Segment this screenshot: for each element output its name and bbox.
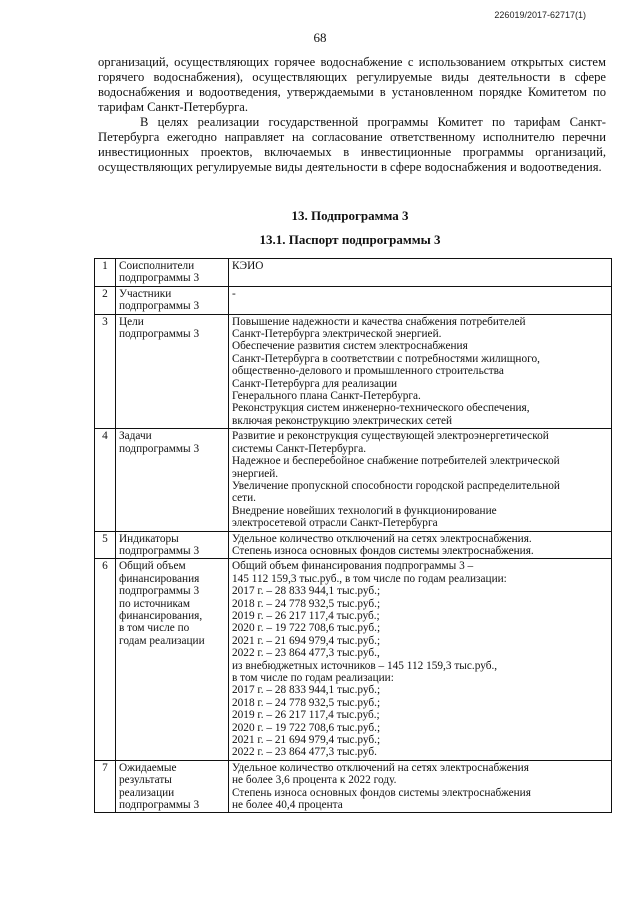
- row-label-line: Индикаторы: [119, 532, 179, 545]
- table-row: [95, 760, 612, 813]
- row-value-line: Общий объем финансирования подпрограммы 3 –: [232, 560, 474, 573]
- row-label-line: Соисполнители: [119, 260, 195, 272]
- row-value-line: 2020 г. – 19 722 708,6 тыс.руб.;: [232, 721, 381, 734]
- row-value-line: Санкт-Петербурга электрической энергией.: [232, 328, 442, 341]
- row-label-line: Общий объем: [119, 560, 186, 573]
- row-label-line: подпрограммы 3: [119, 328, 200, 341]
- row-value-line: Внедрение новейших технологий в функционирование: [232, 504, 497, 517]
- row-label-line: Цели: [119, 315, 144, 328]
- row-value-line: Развитие и реконструкция существующей электроэнергетической: [232, 430, 549, 443]
- row-label-line: по источникам: [119, 597, 190, 610]
- passport-heading: 13.1. Паспорт подпрограммы 3: [259, 232, 441, 247]
- table-row: [95, 314, 612, 429]
- row-label-line: годам реализации: [119, 634, 205, 647]
- intro-paragraph-1: организаций, осуществляющих горячее водоснабжение с использованием открытых систем горячего водоснабжения), осуществляющих регулируемые виды деятельности в сфере водоснабжения и водоотведения, утверждаемыми в установленном порядке Комитетом по тарифам Санкт-Петербурга.: [98, 55, 606, 114]
- row-value: [229, 429, 612, 531]
- row-value-line: Санкт-Петербурга в соответствии с потребностями жилищного,: [232, 352, 540, 365]
- page-number: 68: [313, 30, 327, 45]
- row-value-line: электросетевой отрасли Санкт-Петербурга: [232, 517, 438, 530]
- table-row: [95, 286, 612, 314]
- row-number: 4: [95, 429, 116, 531]
- row-value-line: Повышение надежности и качества снабжения потребителей: [232, 315, 526, 328]
- row-value-line: 145 112 159,3 тыс.руб., в том числе по годам реализации:: [232, 572, 507, 585]
- intro-text: [98, 55, 606, 175]
- row-value-line: общественно-делового и промышленного строительства: [232, 365, 504, 378]
- row-label-line: подпрограммы 3: [119, 799, 200, 812]
- row-value-line: Удельное количество отключений на сетях электроснабжения.: [232, 532, 532, 545]
- document-id: 226019/2017-62717(1): [494, 10, 586, 20]
- row-value-line: -: [232, 287, 236, 300]
- table-row: [95, 559, 612, 761]
- row-label: [116, 429, 229, 531]
- row-value-line: не более 40,4 процента: [232, 799, 343, 812]
- row-label: [116, 559, 229, 761]
- row-value-line: 2021 г. – 21 694 979,4 тыс.руб.;: [232, 734, 381, 747]
- row-value-line: энергией.: [232, 467, 279, 480]
- row-label-line: Участники: [119, 287, 172, 300]
- row-value-line: Санкт-Петербурга для реализации: [232, 377, 398, 390]
- row-number: 3: [95, 314, 116, 429]
- row-value-line: не более 3,6 процента к 2022 году.: [232, 774, 397, 787]
- row-value-line: из внебюджетных источников – 145 112 159,3 тыс.руб.,: [232, 659, 498, 672]
- row-value-line: системы Санкт-Петербурга.: [232, 442, 367, 455]
- row-value-line: Степень износа основных фондов системы электроснабжения.: [232, 544, 534, 557]
- row-value-line: Генерального плана Санкт-Петербурга.: [232, 390, 421, 403]
- row-label-line: подпрограммы 3: [119, 272, 200, 285]
- row-label-line: реализации: [119, 786, 175, 799]
- row-value-line: 2022 г. – 23 864 477,3 тыс.руб.,: [232, 647, 380, 660]
- row-number: 6: [95, 559, 116, 761]
- table-row: [95, 259, 612, 287]
- row-value-line: Удельное количество отключений на сетях электроснабжения: [232, 761, 529, 774]
- row-value-line: в том числе по годам реализации:: [232, 672, 394, 684]
- row-label: [116, 259, 229, 287]
- row-label-line: финансирования,: [119, 609, 203, 622]
- row-value: [229, 559, 612, 761]
- row-label-line: подпрограммы 3: [119, 544, 200, 557]
- row-label-line: подпрограммы 3: [119, 585, 200, 598]
- row-label: [116, 314, 229, 429]
- row-number: 5: [95, 531, 116, 559]
- row-value-line: Обеспечение развития систем электроснабжения: [232, 340, 468, 353]
- row-number: 1: [95, 259, 116, 287]
- row-value: [229, 760, 612, 813]
- row-value-line: 2019 г. – 26 217 117,4 тыс.руб.;: [232, 709, 380, 722]
- row-value-line: сети.: [232, 492, 256, 505]
- row-number: 7: [95, 760, 116, 813]
- row-value-line: включая реконструкцию электрических сетей: [232, 414, 453, 427]
- row-label-line: результаты: [119, 774, 172, 787]
- row-value: [229, 314, 612, 429]
- subprogram-heading: 13. Подпрограмма 3: [291, 208, 409, 223]
- row-label-line: Ожидаемые: [119, 761, 177, 774]
- row-value-line: Степень износа основных фондов системы электроснабжения: [232, 786, 531, 799]
- row-value: [229, 531, 612, 559]
- row-value-line: Надежное и бесперебойное снабжение потребителей электрической: [232, 455, 560, 468]
- row-number: 2: [95, 286, 116, 314]
- row-value: [229, 259, 612, 287]
- row-label: [116, 760, 229, 813]
- row-value-line: 2019 г. – 26 217 117,4 тыс.руб.;: [232, 609, 380, 622]
- row-label-line: подпрограммы 3: [119, 442, 200, 455]
- row-value-line: Реконструкция систем инженерно-технического обеспечения,: [232, 402, 530, 415]
- row-label: [116, 531, 229, 559]
- row-value-line: 2018 г. – 24 778 932,5 тыс.руб.;: [232, 696, 381, 709]
- row-label-line: Задачи: [119, 430, 152, 443]
- row-label-line: финансирования: [119, 572, 200, 585]
- row-value-line: 2022 г. – 23 864 477,3 тыс.руб.: [232, 746, 377, 759]
- row-value-line: 2021 г. – 21 694 979,4 тыс.руб.;: [232, 634, 381, 647]
- row-value: [229, 286, 612, 314]
- table-row: [95, 429, 612, 531]
- table-row: [95, 531, 612, 559]
- row-value-line: 2018 г. – 24 778 932,5 тыс.руб.;: [232, 597, 381, 610]
- intro-paragraph-2: В целях реализации государственной программы Комитет по тарифам Санкт-Петербурга ежегодно направляет на согласование ответственному исполнителю перечни инвестиционных проектов, включаемых в инвестиционные программы организаций, осуществляющих регулируемые виды деятельности в сфере водоснабжения и водоотведения.: [98, 115, 606, 174]
- row-value-line: 2017 г. – 28 833 944,1 тыс.руб.;: [232, 684, 381, 697]
- row-label-line: подпрограммы 3: [119, 300, 200, 313]
- row-label-line: в том числе по: [119, 622, 190, 635]
- row-value-line: 2017 г. – 28 833 944,1 тыс.руб.;: [232, 585, 381, 598]
- row-label: [116, 286, 229, 314]
- row-value-line: 2020 г. – 19 722 708,6 тыс.руб.;: [232, 622, 381, 635]
- passport-table: [94, 258, 612, 813]
- row-value-line: Увеличение пропускной способности городской распределительной: [232, 479, 560, 492]
- row-value-line: КЭИО: [232, 260, 264, 272]
